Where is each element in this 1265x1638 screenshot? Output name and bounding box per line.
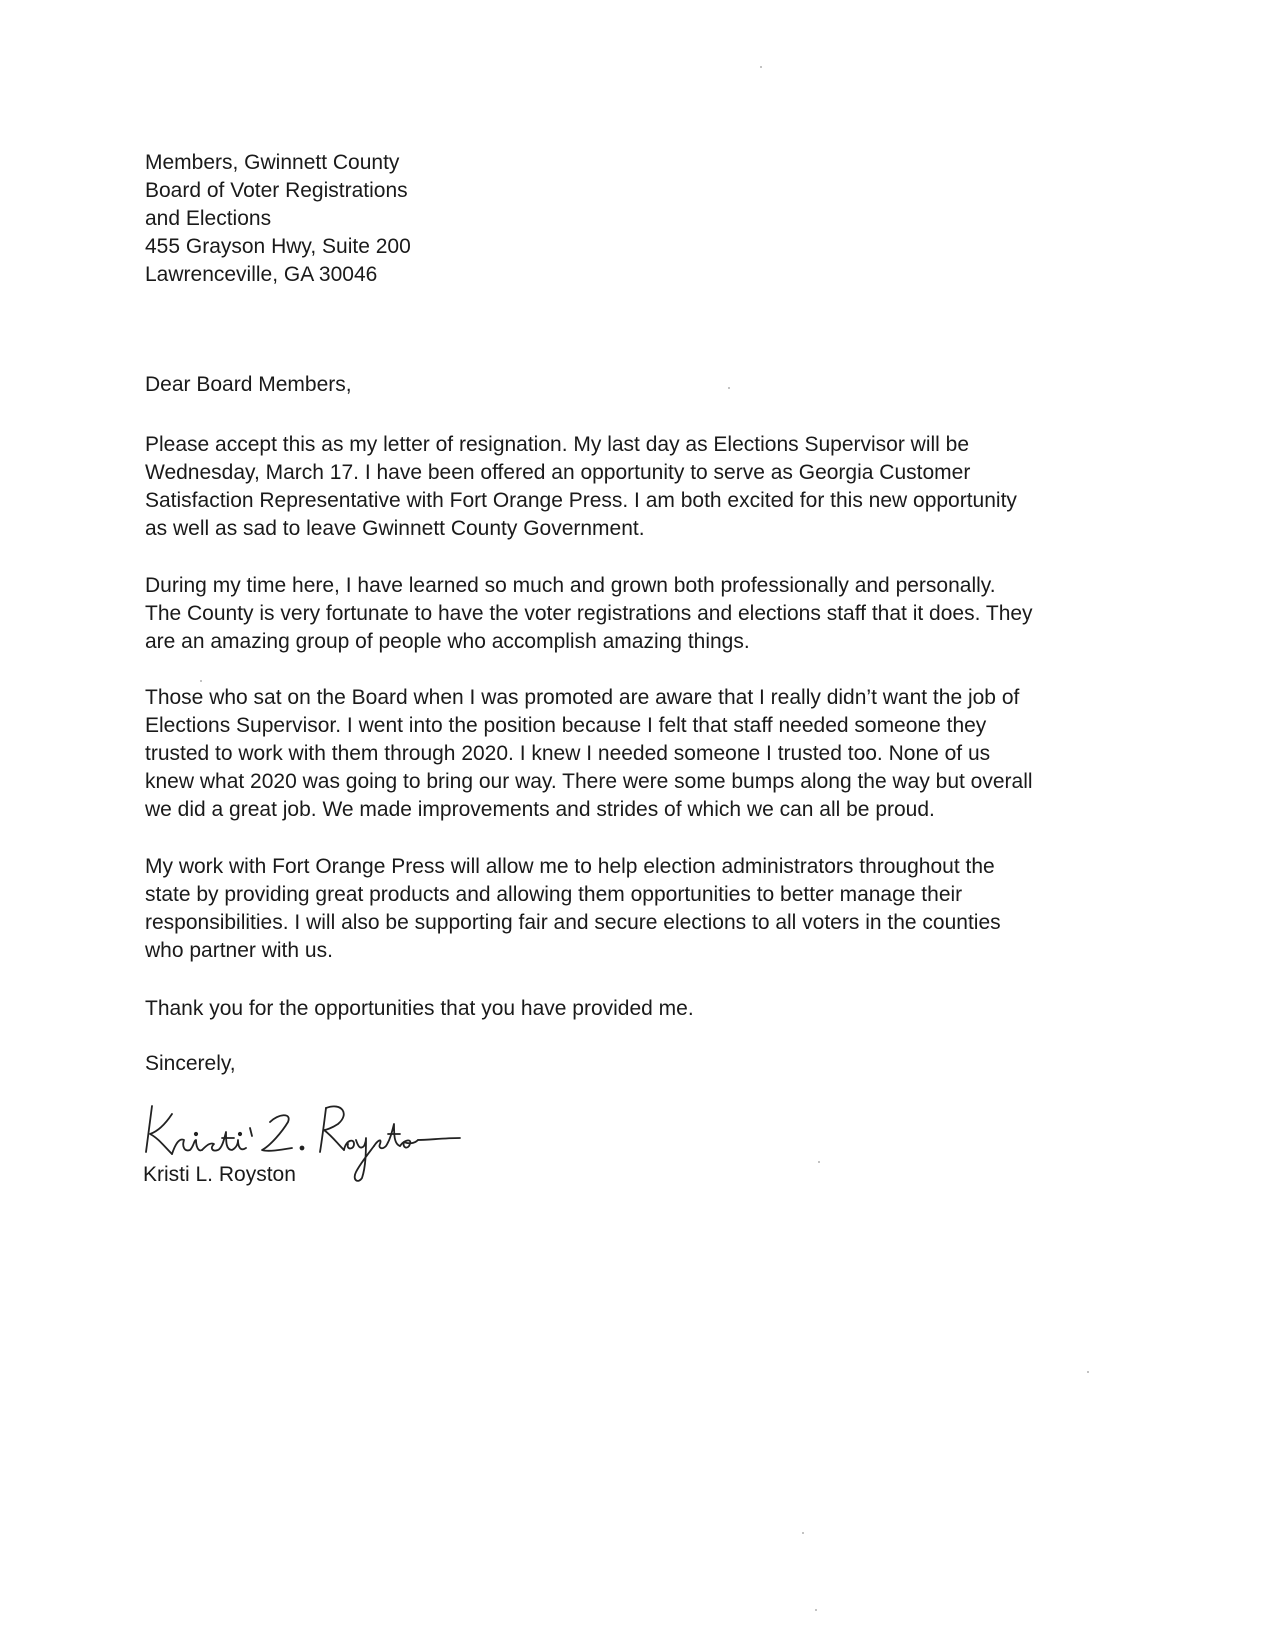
paragraph-line: Those who sat on the Board when I was promoted are aware that I really didn’t want the job of	[145, 686, 1020, 709]
recipient-address	[145, 149, 745, 289]
address-line: 455 Grayson Hwy, Suite 200	[145, 235, 411, 258]
closing: Sincerely,	[145, 1052, 236, 1075]
address-line: and Elections	[145, 207, 272, 230]
paragraph-line: as well as sad to leave Gwinnett County Government.	[145, 517, 645, 540]
paragraph-board	[145, 684, 1145, 824]
paragraph-line: Satisfaction Representative with Fort Orange Press. I am both excited for this new opportunity	[145, 489, 1017, 512]
paragraph-line: are an amazing group of people who accomplish amazing things.	[145, 630, 750, 653]
paragraph-line: My work with Fort Orange Press will allow me to help election administrators throughout the	[145, 855, 995, 878]
paragraph-time-here	[145, 572, 1145, 656]
scan-speck	[200, 680, 202, 682]
paragraph-line: Elections Supervisor. I went into the position because I felt that staff needed someone they	[145, 714, 987, 737]
paragraph-resignation	[145, 431, 1145, 543]
scan-speck	[802, 1532, 804, 1534]
paragraph-line: knew what 2020 was going to bring our way. There were some bumps along the way but overall	[145, 770, 1033, 793]
address-line: Board of Voter Registrations	[145, 179, 408, 202]
address-line: Lawrenceville, GA 30046	[145, 263, 378, 286]
paragraph-line: we did a great job. We made improvements and strides of which we can all be proud.	[145, 798, 935, 821]
scan-speck	[1087, 1371, 1089, 1373]
paragraph-thanks	[145, 995, 1145, 1023]
paragraph-line: trusted to work with them through 2020. I knew I needed someone I trusted too. None of us	[145, 742, 991, 765]
paragraph-line: During my time here, I have learned so much and grown both professionally and personally.	[145, 574, 996, 597]
paragraph-line: Thank you for the opportunities that you have provided me.	[145, 997, 694, 1020]
paragraph-line: The County is very fortunate to have the voter registrations and elections staff that it does. They	[145, 602, 1033, 625]
paragraph-line: Wednesday, March 17. I have been offered an opportunity to serve as Georgia Customer	[145, 461, 971, 484]
salutation: Dear Board Members,	[145, 373, 352, 396]
address-line: Members, Gwinnett County	[145, 151, 400, 174]
scan-speck	[728, 387, 730, 389]
paragraph-line: responsibilities. I will also be supporting fair and secure elections to all voters in the counties	[145, 911, 1001, 934]
signer-name: Kristi L. Royston	[143, 1163, 296, 1186]
paragraph-line: who partner with us.	[145, 939, 333, 962]
scan-speck	[815, 1609, 817, 1611]
paragraph-line: state by providing great products and allowing them opportunities to better manage their	[145, 883, 963, 906]
paragraph-new-work	[145, 853, 1145, 965]
paragraph-line: Please accept this as my letter of resignation. My last day as Elections Supervisor will be	[145, 433, 970, 456]
scan-speck	[818, 1161, 820, 1163]
scan-speck	[760, 66, 762, 68]
